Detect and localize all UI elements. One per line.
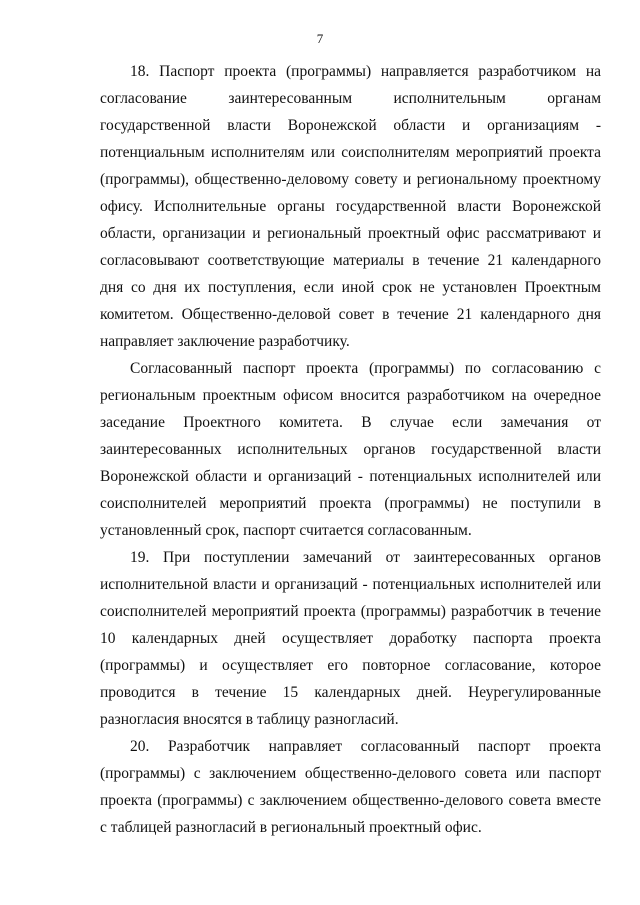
paragraph-20: 20. Разработчик направляет согласованный паспорт проекта (программы) с заключением общественно-делового совета или паспорт проекта (программы) с заключением общественно-делового совета вместе с таблицей разногласий в региональный проектный офис. — [100, 738, 601, 836]
paragraph-19: 19. При поступлении замечаний от заинтересованных органов исполнительной власти и организаций - потенциальных исполнителей или соисполнителей мероприятий проекта (программы) разработчик в течение 10 календарных дней осуществляет доработку паспорта проекта (программы) и осуществляет его повторное согласование, которое проводится в течение 15 календарных дней. Неурегулированные разногласия вносятся в таблицу разногласий. — [100, 549, 601, 728]
paragraph-18: 18. Паспорт проекта (программы) направляется разработчиком на согласование заинтересованным исполнительным органам государственной власти Воронежской области и организациям - потенциальным исполнителям или соисполнителям мероприятий проекта (программы), общественно-деловому совету и региональному проектному офису. Исполнительные органы государственной власти Воронежской области, организации и региональный проектный офис рассматривают и согласовывают соответствующие материалы в течение 21 календарного дня со дня их поступления, если иной срок не установлен Проектным комитетом. Общественно-деловой совет в течение 21 календарного дня направляет заключение разработчику. — [100, 63, 601, 350]
paragraph-18-continuation: Согласованный паспорт проекта (программы) по согласованию с региональным проектным офисом вносится разработчиком на очередное заседание Проектного комитета. В случае если замечания от заинтересованных исполнительных органов государственной власти Воронежской области и организаций - потенциальных исполнителей или соисполнителей мероприятий проекта (программы) не поступили в установленный срок, паспорт считается согласованным. — [100, 360, 601, 539]
page-number: 7 — [316, 31, 324, 46]
document-body — [100, 58, 601, 841]
